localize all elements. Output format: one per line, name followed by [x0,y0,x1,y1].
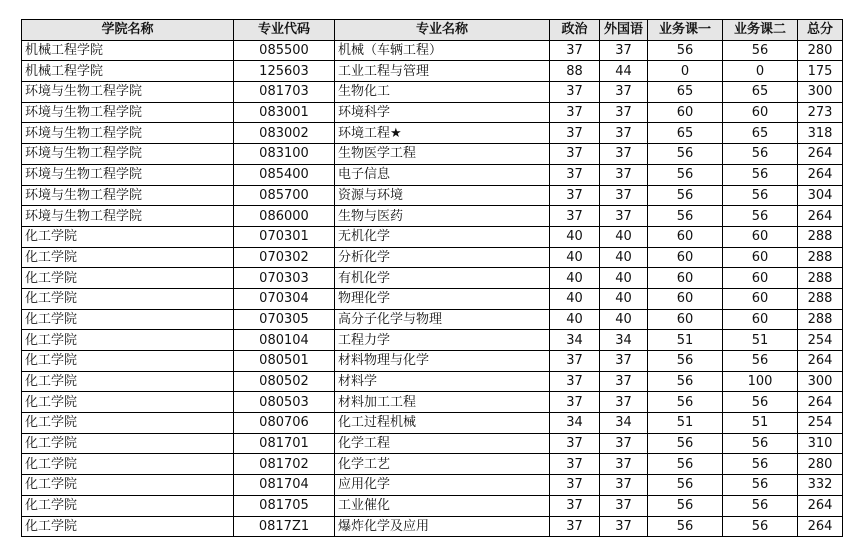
cell-course-two: 56 [723,40,798,61]
cell-college: 化工学院 [22,330,234,351]
cell-major-name: 电子信息 [335,164,550,185]
cell-foreign-language: 40 [600,247,648,268]
cell-foreign-language: 37 [600,164,648,185]
cell-foreign-language: 37 [600,495,648,516]
cell-course-one: 56 [648,144,723,165]
cell-politics: 40 [550,268,600,289]
cell-foreign-language: 37 [600,371,648,392]
cell-politics: 37 [550,144,600,165]
cell-course-two: 65 [723,123,798,144]
cell-total: 264 [798,144,843,165]
cell-college: 环境与生物工程学院 [22,185,234,206]
cell-foreign-language: 37 [600,185,648,206]
cell-major-name: 生物医学工程 [335,144,550,165]
cell-course-one: 0 [648,61,723,82]
cell-course-two: 60 [723,288,798,309]
cell-course-two: 56 [723,516,798,537]
cell-total: 264 [798,516,843,537]
cell-college: 化工学院 [22,413,234,434]
cell-major-code: 080502 [234,371,335,392]
cell-foreign-language: 40 [600,226,648,247]
cell-course-one: 56 [648,433,723,454]
cell-college: 环境与生物工程学院 [22,102,234,123]
table-row [22,144,843,165]
cell-college: 化工学院 [22,516,234,537]
table-header-row [22,20,843,41]
cell-politics: 37 [550,40,600,61]
cell-politics: 37 [550,123,600,144]
cell-major-name: 化工过程机械 [335,413,550,434]
cell-foreign-language: 44 [600,61,648,82]
cell-course-two: 56 [723,392,798,413]
cell-course-one: 60 [648,288,723,309]
cell-course-two: 60 [723,247,798,268]
cell-major-code: 125603 [234,61,335,82]
cell-college: 化工学院 [22,247,234,268]
cell-major-name: 分析化学 [335,247,550,268]
cell-politics: 40 [550,226,600,247]
table-body [22,40,843,537]
cell-total: 304 [798,185,843,206]
cell-major-name: 材料物理与化学 [335,351,550,372]
cell-major-code: 081702 [234,454,335,475]
cell-politics: 37 [550,82,600,103]
table-row [22,40,843,61]
cell-foreign-language: 37 [600,475,648,496]
cell-college: 化工学院 [22,495,234,516]
cell-politics: 34 [550,413,600,434]
cell-major-name: 化学工程 [335,433,550,454]
cell-total: 280 [798,40,843,61]
cell-total: 254 [798,413,843,434]
cell-major-code: 086000 [234,206,335,227]
cell-course-two: 51 [723,330,798,351]
cell-major-code: 080503 [234,392,335,413]
table-row [22,475,843,496]
table-row [22,206,843,227]
cell-foreign-language: 34 [600,413,648,434]
cell-major-code: 080706 [234,413,335,434]
cell-politics: 37 [550,371,600,392]
cell-course-two: 100 [723,371,798,392]
cell-politics: 37 [550,433,600,454]
cell-college: 环境与生物工程学院 [22,123,234,144]
cell-major-name: 工业催化 [335,495,550,516]
cell-foreign-language: 37 [600,516,648,537]
cell-foreign-language: 40 [600,309,648,330]
cell-total: 288 [798,268,843,289]
cell-major-code: 0817Z1 [234,516,335,537]
cell-politics: 37 [550,495,600,516]
cell-course-one: 60 [648,268,723,289]
cell-course-one: 60 [648,309,723,330]
table-row [22,330,843,351]
cell-major-name: 环境科学 [335,102,550,123]
header-politics: 政治 [550,20,600,41]
cell-course-two: 60 [723,268,798,289]
cell-total: 264 [798,351,843,372]
table-row [22,102,843,123]
cell-politics: 37 [550,164,600,185]
cell-course-one: 60 [648,226,723,247]
cell-total: 318 [798,123,843,144]
table-row [22,413,843,434]
cell-major-name: 生物与医药 [335,206,550,227]
cell-major-code: 081704 [234,475,335,496]
cell-total: 300 [798,371,843,392]
cell-course-two: 56 [723,351,798,372]
cell-course-one: 56 [648,454,723,475]
cell-course-two: 56 [723,454,798,475]
cell-foreign-language: 37 [600,454,648,475]
score-table [21,19,843,537]
cell-major-name: 工业工程与管理 [335,61,550,82]
table-row [22,516,843,537]
cell-college: 化工学院 [22,433,234,454]
cell-course-one: 56 [648,392,723,413]
cell-college: 机械工程学院 [22,61,234,82]
cell-course-one: 56 [648,40,723,61]
cell-college: 化工学院 [22,371,234,392]
table-row [22,454,843,475]
cell-major-code: 085400 [234,164,335,185]
table-row [22,61,843,82]
cell-course-one: 56 [648,351,723,372]
cell-politics: 37 [550,102,600,123]
header-college: 学院名称 [22,20,234,41]
cell-major-name: 资源与环境 [335,185,550,206]
cell-course-one: 56 [648,164,723,185]
cell-politics: 37 [550,516,600,537]
cell-politics: 37 [550,185,600,206]
cell-major-code: 070303 [234,268,335,289]
cell-total: 300 [798,82,843,103]
cell-foreign-language: 37 [600,102,648,123]
cell-major-name: 生物化工 [335,82,550,103]
cell-course-one: 56 [648,516,723,537]
cell-major-code: 081705 [234,495,335,516]
score-table-container [21,19,843,537]
cell-major-code: 080104 [234,330,335,351]
cell-course-two: 60 [723,309,798,330]
cell-total: 273 [798,102,843,123]
cell-course-one: 56 [648,206,723,227]
cell-total: 264 [798,392,843,413]
table-row [22,247,843,268]
cell-course-one: 56 [648,475,723,496]
cell-course-one: 65 [648,123,723,144]
cell-course-two: 65 [723,82,798,103]
cell-politics: 37 [550,351,600,372]
cell-politics: 34 [550,330,600,351]
cell-college: 化工学院 [22,351,234,372]
header-major-code: 专业代码 [234,20,335,41]
cell-total: 288 [798,309,843,330]
cell-college: 化工学院 [22,226,234,247]
cell-major-name: 化学工艺 [335,454,550,475]
table-row [22,433,843,454]
header-foreign-language: 外国语 [600,20,648,41]
cell-major-name: 工程力学 [335,330,550,351]
cell-foreign-language: 37 [600,40,648,61]
cell-foreign-language: 37 [600,433,648,454]
cell-college: 化工学院 [22,392,234,413]
cell-total: 175 [798,61,843,82]
cell-major-code: 083001 [234,102,335,123]
cell-major-name: 有机化学 [335,268,550,289]
cell-course-two: 51 [723,413,798,434]
cell-course-two: 56 [723,144,798,165]
cell-total: 264 [798,495,843,516]
cell-college: 环境与生物工程学院 [22,206,234,227]
cell-total: 288 [798,226,843,247]
cell-college: 环境与生物工程学院 [22,82,234,103]
cell-politics: 37 [550,206,600,227]
cell-college: 化工学院 [22,288,234,309]
table-row [22,495,843,516]
cell-course-two: 60 [723,102,798,123]
cell-college: 化工学院 [22,475,234,496]
cell-total: 310 [798,433,843,454]
cell-course-one: 65 [648,82,723,103]
cell-course-two: 56 [723,475,798,496]
table-row [22,185,843,206]
cell-total: 288 [798,288,843,309]
table-row [22,226,843,247]
table-row [22,123,843,144]
cell-course-two: 56 [723,185,798,206]
cell-major-name: 应用化学 [335,475,550,496]
header-course-one: 业务课一 [648,20,723,41]
cell-major-code: 070305 [234,309,335,330]
cell-politics: 40 [550,247,600,268]
cell-major-code: 081703 [234,82,335,103]
cell-politics: 40 [550,288,600,309]
cell-major-name: 材料加工工程 [335,392,550,413]
cell-total: 332 [798,475,843,496]
cell-college: 机械工程学院 [22,40,234,61]
cell-major-code: 081701 [234,433,335,454]
cell-major-code: 083002 [234,123,335,144]
cell-major-name: 爆炸化学及应用 [335,516,550,537]
cell-foreign-language: 37 [600,351,648,372]
cell-politics: 40 [550,309,600,330]
cell-course-two: 56 [723,206,798,227]
header-major-name: 专业名称 [335,20,550,41]
cell-major-code: 085700 [234,185,335,206]
table-row [22,288,843,309]
cell-major-name: 材料学 [335,371,550,392]
cell-total: 264 [798,164,843,185]
cell-major-name: 物理化学 [335,288,550,309]
cell-foreign-language: 37 [600,82,648,103]
cell-major-name: 高分子化学与物理 [335,309,550,330]
cell-major-code: 085500 [234,40,335,61]
cell-politics: 37 [550,454,600,475]
cell-course-one: 56 [648,371,723,392]
cell-course-two: 56 [723,433,798,454]
cell-total: 288 [798,247,843,268]
cell-course-two: 0 [723,61,798,82]
cell-foreign-language: 40 [600,288,648,309]
table-row [22,82,843,103]
cell-course-one: 60 [648,102,723,123]
cell-course-two: 56 [723,495,798,516]
cell-college: 化工学院 [22,454,234,475]
cell-major-name: 无机化学 [335,226,550,247]
cell-college: 环境与生物工程学院 [22,164,234,185]
cell-course-one: 56 [648,185,723,206]
cell-foreign-language: 37 [600,206,648,227]
cell-politics: 37 [550,392,600,413]
cell-total: 264 [798,206,843,227]
cell-total: 254 [798,330,843,351]
cell-foreign-language: 34 [600,330,648,351]
cell-major-code: 070304 [234,288,335,309]
cell-course-one: 51 [648,330,723,351]
cell-foreign-language: 40 [600,268,648,289]
cell-college: 化工学院 [22,268,234,289]
table-row [22,371,843,392]
header-total: 总分 [798,20,843,41]
cell-foreign-language: 37 [600,123,648,144]
cell-major-code: 070302 [234,247,335,268]
table-row [22,268,843,289]
cell-politics: 88 [550,61,600,82]
cell-major-code: 080501 [234,351,335,372]
cell-total: 280 [798,454,843,475]
cell-course-one: 51 [648,413,723,434]
cell-college: 化工学院 [22,309,234,330]
table-row [22,164,843,185]
cell-college: 环境与生物工程学院 [22,144,234,165]
cell-course-two: 60 [723,226,798,247]
cell-major-code: 070301 [234,226,335,247]
cell-politics: 37 [550,475,600,496]
table-row [22,309,843,330]
cell-foreign-language: 37 [600,144,648,165]
cell-course-one: 60 [648,247,723,268]
header-course-two: 业务课二 [723,20,798,41]
cell-foreign-language: 37 [600,392,648,413]
cell-course-one: 56 [648,495,723,516]
cell-major-name: 环境工程★ [335,123,550,144]
cell-course-two: 56 [723,164,798,185]
cell-major-name: 机械（车辆工程） [335,40,550,61]
table-row [22,392,843,413]
cell-major-code: 083100 [234,144,335,165]
table-row [22,351,843,372]
